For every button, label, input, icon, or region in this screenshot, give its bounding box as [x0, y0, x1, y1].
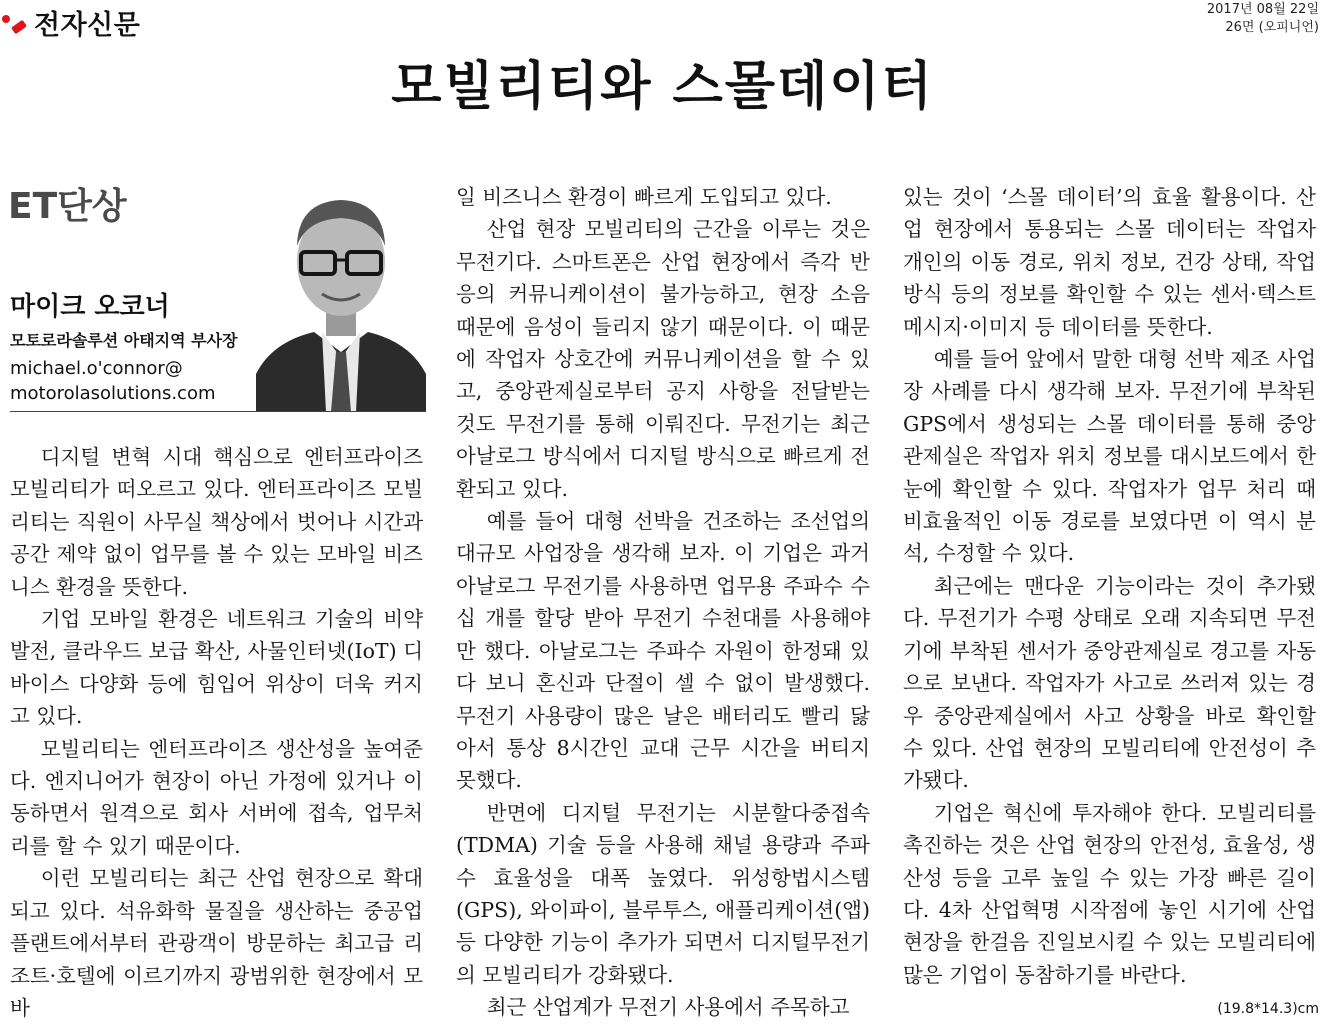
- logo-mark-icon: [2, 9, 28, 35]
- author-divider: [10, 411, 426, 412]
- article-headline: 모빌리티와 스몰데이터: [391, 57, 934, 117]
- article-paragraph: 최근 산업계가 무전기 사용에서 주목하고: [486, 995, 850, 1020]
- author-title: 모토로라솔루션 아태지역 부사장: [10, 331, 238, 350]
- article-paragraph: 기업은 혁신에 투자해야 한다. 모빌리티를 촉진하는 것은 산업 현장의 안전성, 효율성, 생산성 등을 고루 높일 수 있는 가장 빠른 길이다. 4차 산업혁명 시작점에 놓인 시기에 산업 현장을 한걸음 진일보시킬 수 있는 모빌리티에 많은 기업이 동참하기를 바란다.: [903, 800, 1316, 987]
- article-paragraph: 있는 것이 ‘스몰 데이터’의 효율 활용이다. 산업 현장에서 통용되는 스몰 데이터는 작업자 개인의 이동 경로, 위치 정보, 건강 상태, 작업 방식 등의 정보를 확인할 수 있는 센서·텍스트 메시지·이미지 등 데이터를 뜻한다.: [903, 185, 1316, 339]
- author-name: 마이크 오코너: [10, 292, 170, 322]
- page-info: 26면 (오피니언): [1225, 20, 1319, 35]
- author-photo: [256, 182, 426, 412]
- author-email: [10, 356, 216, 406]
- section-label: ET단상: [8, 186, 127, 227]
- article-paragraph: 모빌리티는 엔터프라이즈 생산성을 높여준다. 엔지니어가 현장이 아닌 가정에 있거나 이동하면서 원격으로 회사 서버에 접속, 업무처리를 할 수 있기 때문이다.: [10, 736, 423, 858]
- article-size-note: (19.8*14.3)cm: [1217, 1001, 1319, 1017]
- article-paragraph: 이런 모빌리티는 최근 산업 현장으로 확대되고 있다. 석유화학 물질을 생산하는 중공업 플랜트에서부터 관광객이 방문하는 최고급 리조트·호텔에 이르기까지 광범위한 현장에서 모바: [10, 866, 423, 1020]
- article-paragraph: 일 비즈니스 환경이 빠르게 도입되고 있다.: [456, 185, 832, 209]
- author-email-line: michael.o'connor@: [10, 358, 183, 379]
- article-column-3: [903, 181, 1316, 991]
- publication-date: 2017년 08월 22일: [1206, 2, 1319, 17]
- article-column-2: [456, 181, 870, 1024]
- newspaper-logo: [2, 2, 140, 42]
- article-paragraph: 기업 모바일 환경은 네트워크 기술의 비약 발전, 클라우드 보급 확산, 사물인터넷(IoT) 디바이스 다양화 등에 힘입어 위상이 더욱 커지고 있다.: [10, 607, 423, 729]
- article-paragraph: 산업 현장 모빌리티의 근간을 이루는 것은 무전기다. 스마트폰은 산업 현장에서 즉각 반응의 커뮤니케이션이 불가능하고, 현장 소음 때문에 음성이 들리지 않기 때문이다. 이 때문에 작업자 상호간에 커뮤니케이션을 할 수 있고, 중앙관제실로부터 공지 사항을 전달받는 것도 무전기를 통해 이뤄진다. 무전기는 최근 아날로그 방식에서 디지털 방식으로 빠르게 전환되고 있다.: [456, 217, 870, 501]
- article-paragraph: 최근에는 맨다운 기능이라는 것이 추가됐다. 무전기가 수평 상태로 오래 지속되면 무전기에 부착된 센서가 중앙관제실로 경고를 자동으로 보낸다. 작업자가 사고로 쓰러져 있는 경우 중앙관제실에서 사고 상황을 바로 확인할 수 있다. 산업 현장의 모빌리티에 안전성이 추가됐다.: [903, 573, 1316, 793]
- article-column-1: [10, 441, 423, 1024]
- author-email-line: motorolasolutions.com: [10, 383, 216, 404]
- article-paragraph: 예를 들어 앞에서 말한 대형 선박 제조 사업장 사례를 다시 생각해 보자. 무전기에 부착된 GPS에서 생성되는 스몰 데이터를 통해 중앙관제실은 작업자 위치 정보를 대시보드에서 한눈에 확인할 수 있다. 작업자가 업무 처리 때 비효율적인 이동 경로를 보였다면 이 역시 분석, 수정할 수 있다.: [903, 347, 1317, 566]
- publication-meta: [1207, 1, 1319, 37]
- article-paragraph: 예를 들어 대형 선박을 건조하는 조선업의 대규모 사업장을 생각해 보자. 이 기업은 과거 아날로그 무전기를 사용하면 업무용 주파수 수십 개를 할당 받아 무전기 수천대를 사용해야만 했다. 아날로그는 주파수 자원이 한정돼 있다 보니 혼신과 단절이 셀 수 없이 발생했다. 무전기 사용량이 많은 날은 배터리도 빨리 닳아서 통상 8시간인 교대 근무 시간을 버티지 못했다.: [456, 509, 870, 793]
- article-paragraph: 디지털 변혁 시대 핵심으로 엔터프라이즈 모빌리티가 떠오르고 있다. 엔터프라이즈 모빌리티는 직원이 사무실 책상에서 벗어나 시간과 공간 제약 없이 업무를 볼 수 있는 모바일 비즈니스 환경을 뜻한다.: [10, 445, 423, 599]
- logo-text: 전자신문: [34, 9, 141, 41]
- article-paragraph: 반면에 디지털 무전기는 시분할다중접속(TDMA) 기술 등을 사용해 채널 용량과 주파수 효율성을 대폭 높였다. 위성항법시스템(GPS), 와이파이, 블루투스, 애플리케이션(앱) 등 다양한 기능이 추가가 되면서 디지털무전기의 모빌리티가 강화됐다.: [456, 800, 870, 987]
